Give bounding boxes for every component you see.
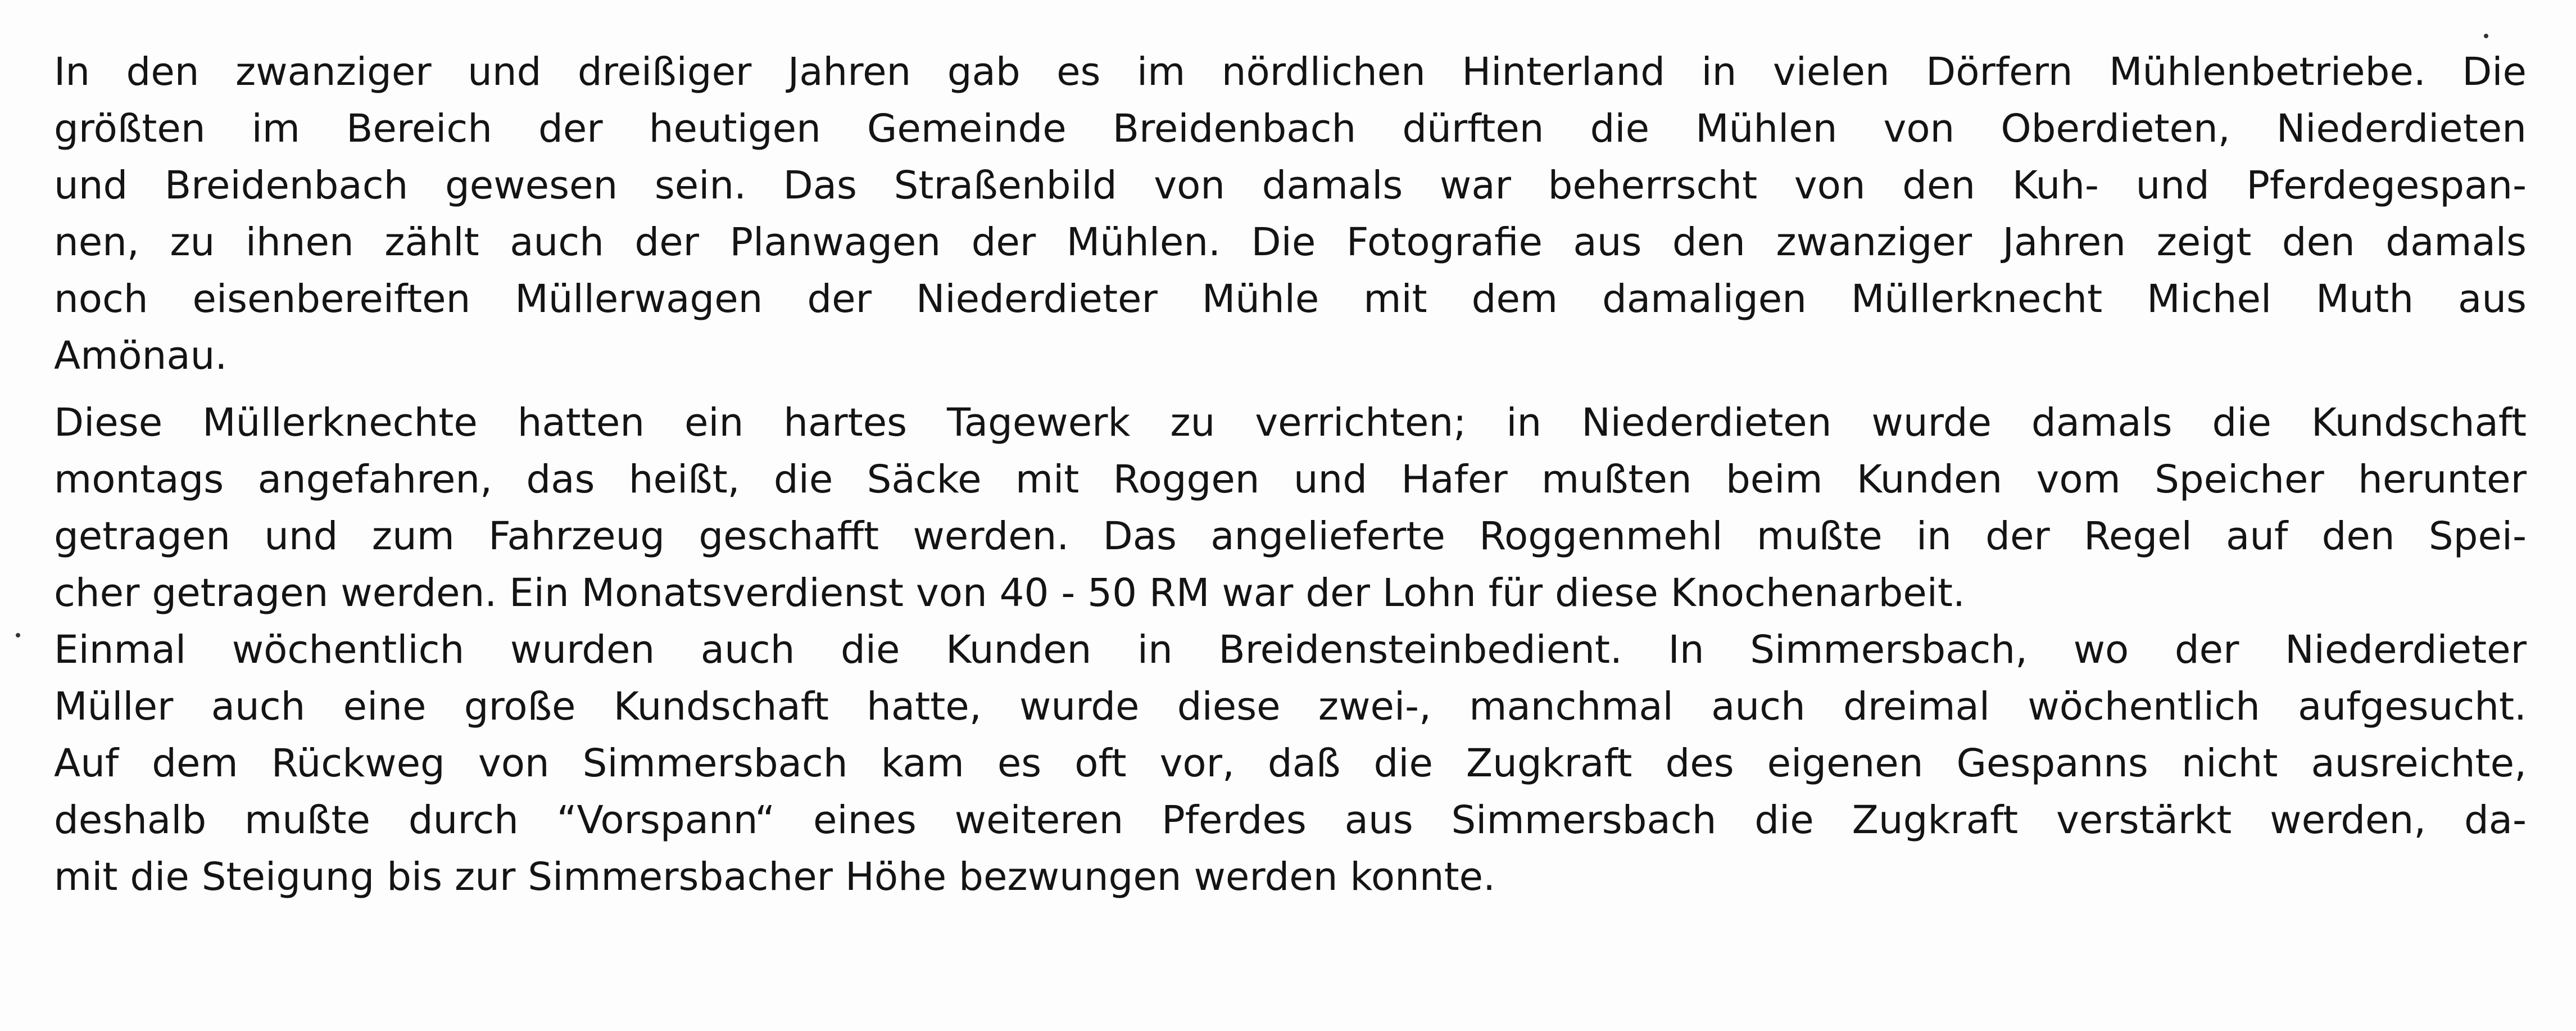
paragraph-2 bbox=[54, 395, 2527, 906]
text-line: Diese Müllerknechte hatten ein hartes Tagewerk zu verrichten; in Niederdieten wurde damals die Kundschaft bbox=[54, 400, 2527, 445]
text-line: noch eisenbereiften Müllerwagen der Niederdieter Mühle mit dem damaligen Müllerknecht Michel Muth aus bbox=[54, 277, 2527, 322]
text-line: größten im Bereich der heutigen Gemeinde Breidenbach dürften die Mühlen von Oberdieten, Niederdieten bbox=[54, 106, 2527, 151]
text-line: und Breidenbach gewesen sein. Das Straßenbild von damals war beherrscht von den Kuh- und Pferdegespan- bbox=[54, 163, 2527, 208]
paragraph-1 bbox=[54, 44, 2527, 385]
body-text bbox=[54, 44, 2527, 906]
text-line: Einmal wöchentlich wurden auch die Kunden in Breidensteinbedient. In Simmersbach, wo der Niederdieter bbox=[54, 627, 2527, 672]
scan-speck bbox=[16, 633, 20, 637]
text-line: mit die Steigung bis zur Simmersbacher Höhe bezwungen werden konnte. bbox=[54, 854, 1496, 899]
text-line: montags angefahren, das heißt, die Säcke mit Roggen und Hafer mußten beim Kunden vom Speicher herunter bbox=[54, 457, 2527, 502]
text-line: deshalb mußte durch “Vorspann“ eines weiteren Pferdes aus Simmersbach die Zugkraft verstärkt werden, da- bbox=[54, 798, 2527, 843]
text-line: Amönau. bbox=[54, 333, 228, 378]
text-line: Müller auch eine große Kundschaft hatte, wurde diese zwei-, manchmal auch dreimal wöchentlich aufgesucht. bbox=[54, 684, 2527, 729]
text-line: getragen und zum Fahrzeug geschafft werden. Das angelieferte Roggenmehl mußte in der Regel auf den Spei- bbox=[54, 514, 2527, 559]
text-line: Auf dem Rückweg von Simmersbach kam es oft vor, daß die Zugkraft des eigenen Gespanns nicht ausreichte, bbox=[54, 741, 2527, 786]
scan-speck bbox=[2484, 34, 2488, 38]
text-line: In den zwanziger und dreißiger Jahren gab es im nördlichen Hinterland in vielen Dörfern Mühlenbetriebe. Die bbox=[54, 49, 2527, 94]
text-line: nen, zu ihnen zählt auch der Planwagen der Mühlen. Die Fotografie aus den zwanziger Jahren zeigt den damals bbox=[54, 220, 2527, 265]
text-line: cher getragen werden. Ein Monatsverdienst von 40 - 50 RM war der Lohn für diese Knochenarbeit. bbox=[54, 571, 1965, 616]
paragraph-gap bbox=[54, 385, 2527, 395]
